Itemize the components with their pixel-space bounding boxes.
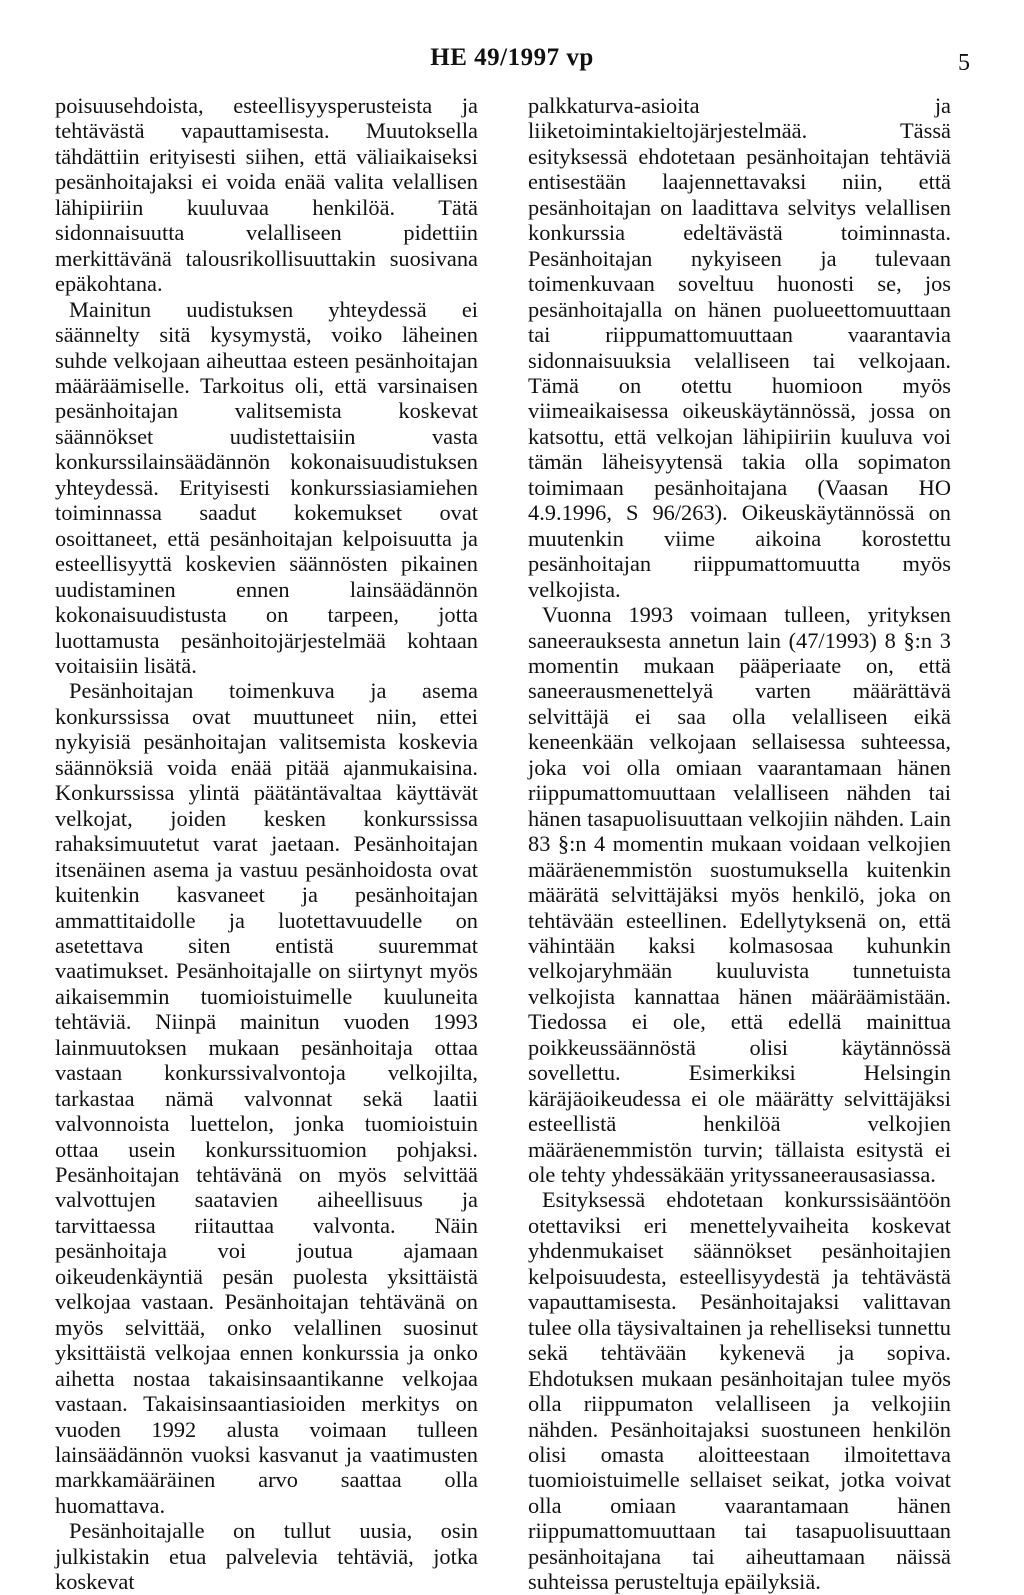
- paragraph: Vuonna 1993 voimaan tulleen, yrityksen saneerauksesta annetun lain (47/1993) 8 §:n 3 momentin mukaan pääperiaate on, että saneerausmenettelyä varten määrättävä selvittäjä ei saa olla velalliseen eikä keneenkään velkojaan sellaisessa suhteessa, joka voi olla omiaan vaarantamaan hänen riippumattomuuttaan velalliseen nähden tai hänen tasapuolisuuttaan velkojiin nähden. Lain 83 §:n 4 momentin mukaan voidaan velkojien määräenemmistön suostumuksella kuitenkin määrätä selvittäjäksi myös henkilö, joka on tehtävään esteellinen. Edellytyksenä on, että vähintään kaksi kolmasosaa kuhunkin velkojaryhmään kuuluvista tunnetuista velkojista kannattaa hänen määräämistään. Tiedossa ei ole, että edellä mainittua poikkeussäännöstä olisi käytännössä sovellettu. Esimerkiksi Helsingin käräjäoikeudessa ei ole määrätty selvittäjäksi esteellistä henkilöä velkojien määräenemmistön turvin; tällaista esitystä ei ole tehty yhdessäkään yrityssaneerausasiassa.: [528, 602, 951, 1188]
- left-column: [55, 93, 478, 1595]
- paragraph: Pesänhoitajalle on tullut uusia, osin julkistakin etua palvelevia tehtäviä, jotka koskevat: [55, 1518, 478, 1595]
- page-number: 5: [958, 50, 970, 76]
- paragraph: Mainitun uudistuksen yhteydessä ei säännelty sitä kysymystä, voiko läheinen suhde velkojaan aiheuttaa esteen pesänhoitajan määräämiselle. Tarkoitus oli, että varsinaisen pesänhoitajan valitsemista koskevat säännökset uudistettaisiin vasta konkurssilainsäädännön kokonaisuudistuksen yhteydessä. Erityisesti konkurssiasiamiehen toiminnassa saadut kokemukset ovat osoittaneet, että pesänhoitajan kelpoisuutta ja esteellisyyttä koskevien säännösten pikainen uudistaminen ennen lainsäädännön kokonaisuudistusta on tarpeen, jotta luottamusta pesänhoitojärjestelmää kohtaan voitaisiin lisätä.: [55, 296, 478, 678]
- paragraph: Pesänhoitajan toimenkuva ja asema konkurssissa ovat muuttuneet niin, ettei nykyisiä pesänhoitajan valitsemista koskevia säännöksiä voida enää pitää ajanmukaisina. Konkurssissa ylintä päätäntävaltaa käyttävät velkojat, joiden kesken konkurssissa rahaksimuutetut varat jaetaan. Pesänhoitajan itsenäinen asema ja vastuu pesänhoidosta ovat kuitenkin kasvaneet ja pesänhoitajan ammattitaidolle ja luotettavuudelle on asetettava siten entistä suuremmat vaatimukset. Pesänhoitajalle on siirtynyt myös aikaisemmin tuomioistuimelle kuuluneita tehtäviä. Niinpä mainitun vuoden 1993 lainmuutoksen mukaan pesänhoitaja ottaa vastaan konkurssivalvontoja velkojilta, tarkastaa nämä valvonnat sekä laatii valvonnoista luettelon, jonka tuomioistuin ottaa usein konkurssituomion pohjaksi. Pesänhoitajan tehtävänä on myös selvittää valvottujen saatavien aiheellisuus ja tarvittaessa riitauttaa valvonta. Näin pesänhoitaja voi joutua ajamaan oikeudenkäyntiä pesän puolesta yksittäistä velkojaa vastaan. Pesänhoitajan tehtävänä on myös selvittää, onko velallinen suosinut yksittäistä velkojaa ennen konkurssia ja onko aihetta nostaa takaisinsaantikanne velkojaa vastaan. Takaisinsaantiasioiden merkitys on vuoden 1992 alusta voimaan tulleen lainsäädännön vuoksi kasvanut ja vaatimusten markkamääräinen arvo saattaa olla huomattava.: [55, 678, 478, 1518]
- right-column: [528, 93, 951, 1595]
- paragraph: palkkaturva-asioita ja liiketoimintakieltojärjestelmää. Tässä esityksessä ehdotetaan pesänhoitajan tehtäviä entisestään laajennettavaksi niin, että pesänhoitajan on laadittava selvitys velallisen konkurssia edeltävästä toiminnasta. Pesänhoitajan nykyiseen ja tulevaan toimenkuvaan soveltuu huonosti se, jos pesänhoitajalla on hänen puolueettomuuttaan tai riippumattomuuttaan vaarantavia sidonnaisuuksia velalliseen tai velkojaan. Tämä on otettu huomioon myös viimeaikaisessa oikeuskäytännössä, jossa on katsottu, että velkojan lähipiiriin kuuluva voi tämän läheisyytensä takia olla sopimaton toimimaan pesänhoitajana (Vaasan HO 4.9.1996, S 96/263). Oikeuskäytännössä on muutenkin viime aikoina korostettu pesänhoitajan riippumattomuutta myös velkojista.: [528, 93, 951, 602]
- document-title: HE 49/1997 vp: [430, 44, 594, 71]
- paragraph: Esityksessä ehdotetaan konkurssisääntöön otettaviksi eri menettelyvaiheita koskevat yhdenmukaiset säännökset pesänhoitajien kelpoisuudesta, esteellisyydestä ja tehtävästä vapauttamisesta. Pesänhoitajaksi valittavan tulee olla täysivaltainen ja rehelliseksi tunnettu sekä tehtävään kykenevä ja sopiva. Ehdotuksen mukaan pesänhoitajan tulee myös olla riippumaton velalliseen ja velkojiin nähden. Pesänhoitajaksi suostuneen henkilön olisi omasta aloitteestaan ilmoitettava tuomioistuimelle sellaiset seikat, jotka voivat olla omiaan vaarantamaan hänen riippumattomuuttaan tai tasapuolisuuttaan pesänhoitajana tai aiheuttamaan näissä suhteissa perusteltuja epäilyksiä.: [528, 1187, 951, 1595]
- paragraph: poisuusehdoista, esteellisyysperusteista ja tehtävästä vapauttamisesta. Muutoksella tähdättiin erityisesti siihen, että väliaikaiseksi pesänhoitajaksi ei voida enää valita velallisen lähipiiriin kuuluvaa henkilöä. Tätä sidonnaisuutta velalliseen pidettiin merkittävänä talousrikollisuuttakin suosivana epäkohtana.: [55, 93, 478, 297]
